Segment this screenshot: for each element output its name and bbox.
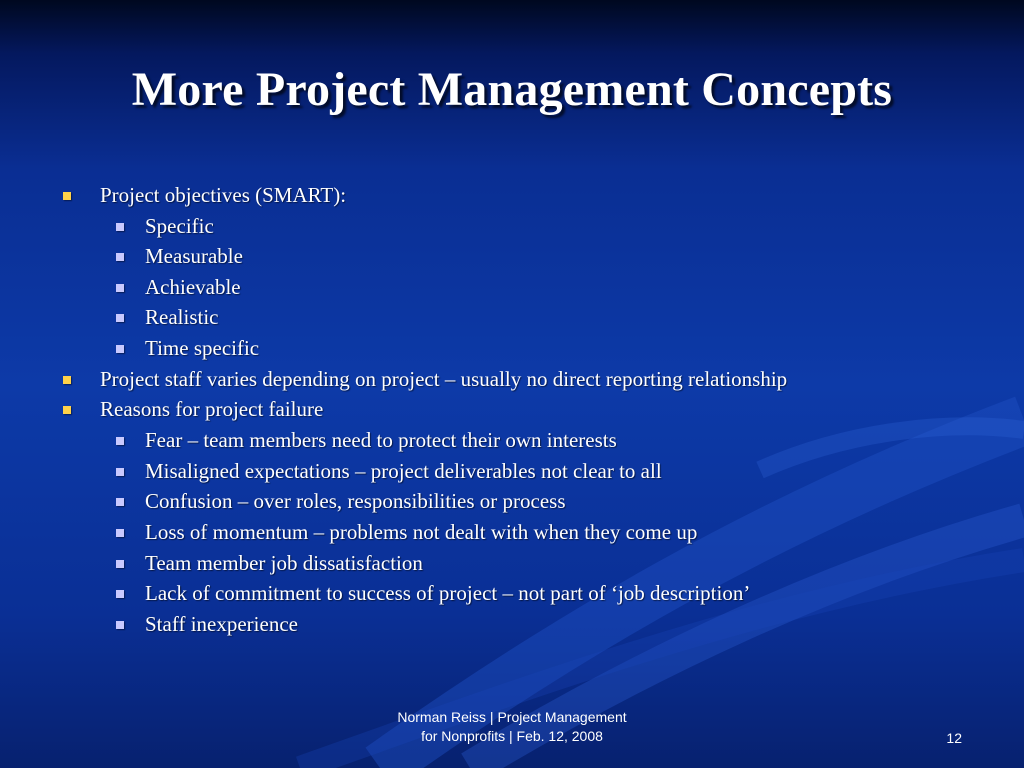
- footer-line-2: for Nonprofits | Feb. 12, 2008: [421, 728, 603, 744]
- bullet-text: Loss of momentum – problems not dealt with when they come up: [145, 520, 698, 544]
- footer-caption: [362, 708, 662, 746]
- square-bullet-icon: [116, 253, 124, 261]
- square-bullet-icon: [63, 376, 71, 384]
- square-bullet-icon: [116, 437, 124, 445]
- square-bullet-icon: [116, 468, 124, 476]
- bullet-text: Project staff varies depending on project – usually no direct reporting relationship: [100, 367, 788, 391]
- square-bullet-icon: [63, 192, 71, 200]
- square-bullet-icon: [116, 560, 124, 568]
- square-bullet-icon: [116, 345, 124, 353]
- square-bullet-icon: [116, 529, 124, 537]
- slide-title: More Project Management Concepts: [131, 63, 893, 116]
- square-bullet-icon: [116, 498, 124, 506]
- bullet-text: Confusion – over roles, responsibilities or process: [145, 489, 566, 513]
- bullet-text: Realistic: [145, 305, 219, 329]
- bullet-item-project-staff: [100, 364, 787, 394]
- bullet-text: Time specific: [145, 336, 260, 360]
- sub-bullet-item-commitment: [145, 578, 750, 608]
- bullet-item-objectives: [100, 180, 346, 210]
- square-bullet-icon: [116, 621, 124, 629]
- bullet-text: Measurable: [145, 244, 243, 268]
- sub-bullet-item-achievable: [145, 272, 241, 302]
- square-bullet-icon: [116, 314, 124, 322]
- bullet-text: Fear – team members need to protect their own interests: [145, 428, 617, 452]
- bullet-text: Misaligned expectations – project deliverables not clear to all: [145, 459, 662, 483]
- square-bullet-icon: [116, 590, 124, 598]
- sub-bullet-item-specific: [145, 211, 214, 241]
- sub-bullet-item-time-specific: [145, 333, 259, 363]
- bullet-text: Staff inexperience: [145, 612, 298, 636]
- bullet-text: Specific: [145, 214, 214, 238]
- bullet-text: Project objectives (SMART):: [100, 183, 347, 207]
- square-bullet-icon: [116, 223, 124, 231]
- bullet-text: Achievable: [145, 275, 241, 299]
- slide-number: 12: [946, 730, 962, 746]
- sub-bullet-item-measurable: [145, 241, 243, 271]
- sub-bullet-item-inexperience: [145, 609, 298, 639]
- sub-bullet-item-confusion: [145, 486, 566, 516]
- square-bullet-icon: [116, 284, 124, 292]
- square-bullet-icon: [63, 406, 71, 414]
- sub-bullet-item-dissatisfaction: [145, 548, 423, 578]
- sub-bullet-item-realistic: [145, 302, 218, 332]
- bullet-text: Lack of commitment to success of project – not part of ‘job description’: [145, 581, 751, 605]
- footer-line-1: Norman Reiss | Project Management: [397, 709, 627, 725]
- sub-bullet-item-momentum: [145, 517, 697, 547]
- sub-bullet-item-fear: [145, 425, 617, 455]
- bullet-text: Reasons for project failure: [100, 397, 324, 421]
- bullet-text: Team member job dissatisfaction: [145, 551, 423, 575]
- sub-bullet-item-misaligned: [145, 456, 662, 486]
- bullet-item-failure-reasons: [100, 394, 323, 424]
